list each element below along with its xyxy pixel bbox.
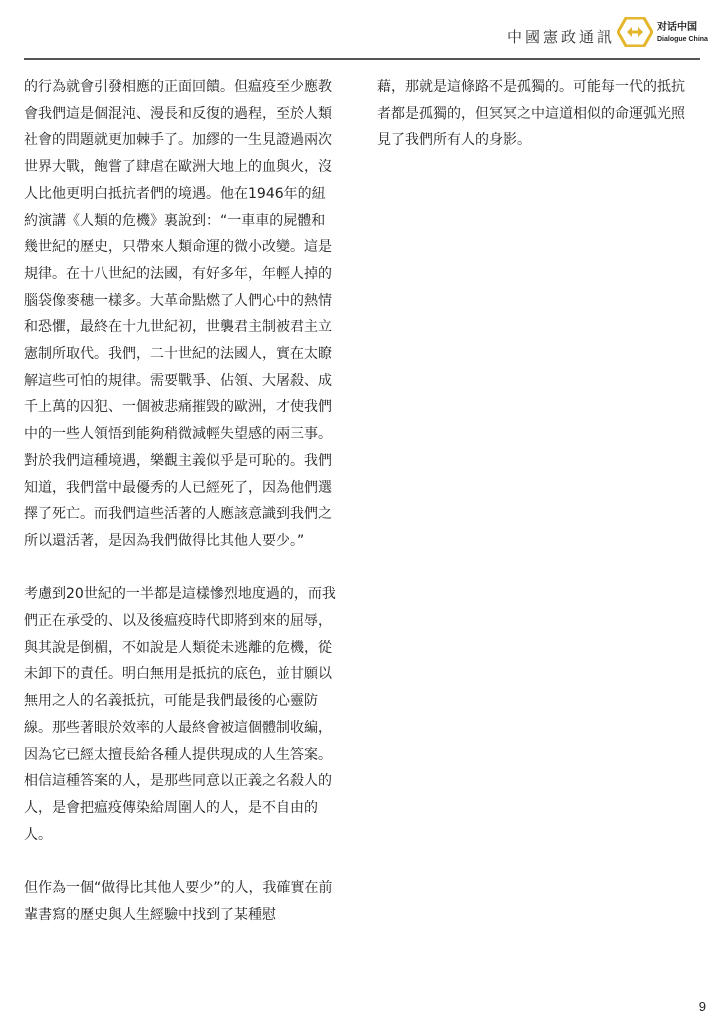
paragraph: 但作為一個“做得比其他人要少”的人，我確實在前輩書寫的歷史與人生經驗中找到了某種慰 (24, 880, 333, 923)
dialogue-china-logo (617, 17, 708, 51)
publication-title: 中國憲政通訊 (507, 28, 616, 46)
page-number: 9 (698, 999, 706, 1014)
header-divider (24, 58, 700, 60)
paragraph: 的行為就會引發相應的正面回饋。但瘟疫至少應教會我們這是個混沌、漫長和反復的過程，至於人類社會的問題就更加棘手了。加繆的一生見證過兩次世界大戰，飽嘗了肆虐在歐洲大地上的血與火，沒人比他更明白抵抗者們的境遇。他在1946年的紐約演講《人類的危機》裏說到：“一車車的屍體和幾世紀的歷史，只帶來人類命運的微小改變。這是規律。在十八世紀的法國，有好多年，年輕人掉的腦袋像麥穗一樣多。大革命點燃了人們心中的熱情和恐懼，最終在十九世紀初，世襲君主制被君主立憲制所取代。我們，二十世紀的法國人，實在太瞭解這些可怕的規律。需要戰爭、佔領、大屠殺、成千上萬的囚犯、一個被悲痛摧毀的歐洲，才使我們中的一些人領悟到能夠稍微減輕失望感的兩三事。對於我們這種境遇，樂觀主義似乎是可恥的。我們知道，我們當中最優秀的人已經死了，因為他們選擇了死亡。而我們這些活著的人應該意識到我們之所以還活著，是因為我們做得比其他人要少。” (24, 79, 332, 549)
paragraph: 考慮到20世紀的一半都是這樣慘烈地度過的，而我們正在承受的、以及後瘟疫時代即將到來的屈辱，與其說是倒楣，不如說是人類從未逃離的危機，從未卸下的責任。明白無用是抵抗的底色，並甘願以無用之人的名義抵抗，可能是我們最後的心靈防線。那些著眼於效率的人最終會被這個體制收編，因為它已經太擅長給各種人提供現成的人生答案。相信這種答案的人，是那些同意以正義之名殺人的人，是會把瘟疫傳染給周圍人的人，是不自由的人。 (24, 586, 336, 843)
right-column (377, 74, 689, 154)
logo-chinese-text: 对话中国 (657, 22, 697, 33)
logo-english-text: Dialogue China (657, 36, 708, 43)
paragraph: 藉，那就是這條路不是孤獨的。可能每一代的抵抗者都是孤獨的，但冥冥之中這道相似的命運弧光照見了我們所有人的身影。 (377, 79, 685, 149)
page-header (24, 10, 708, 60)
hexagon-logo-icon (617, 17, 653, 47)
left-column (24, 74, 336, 928)
